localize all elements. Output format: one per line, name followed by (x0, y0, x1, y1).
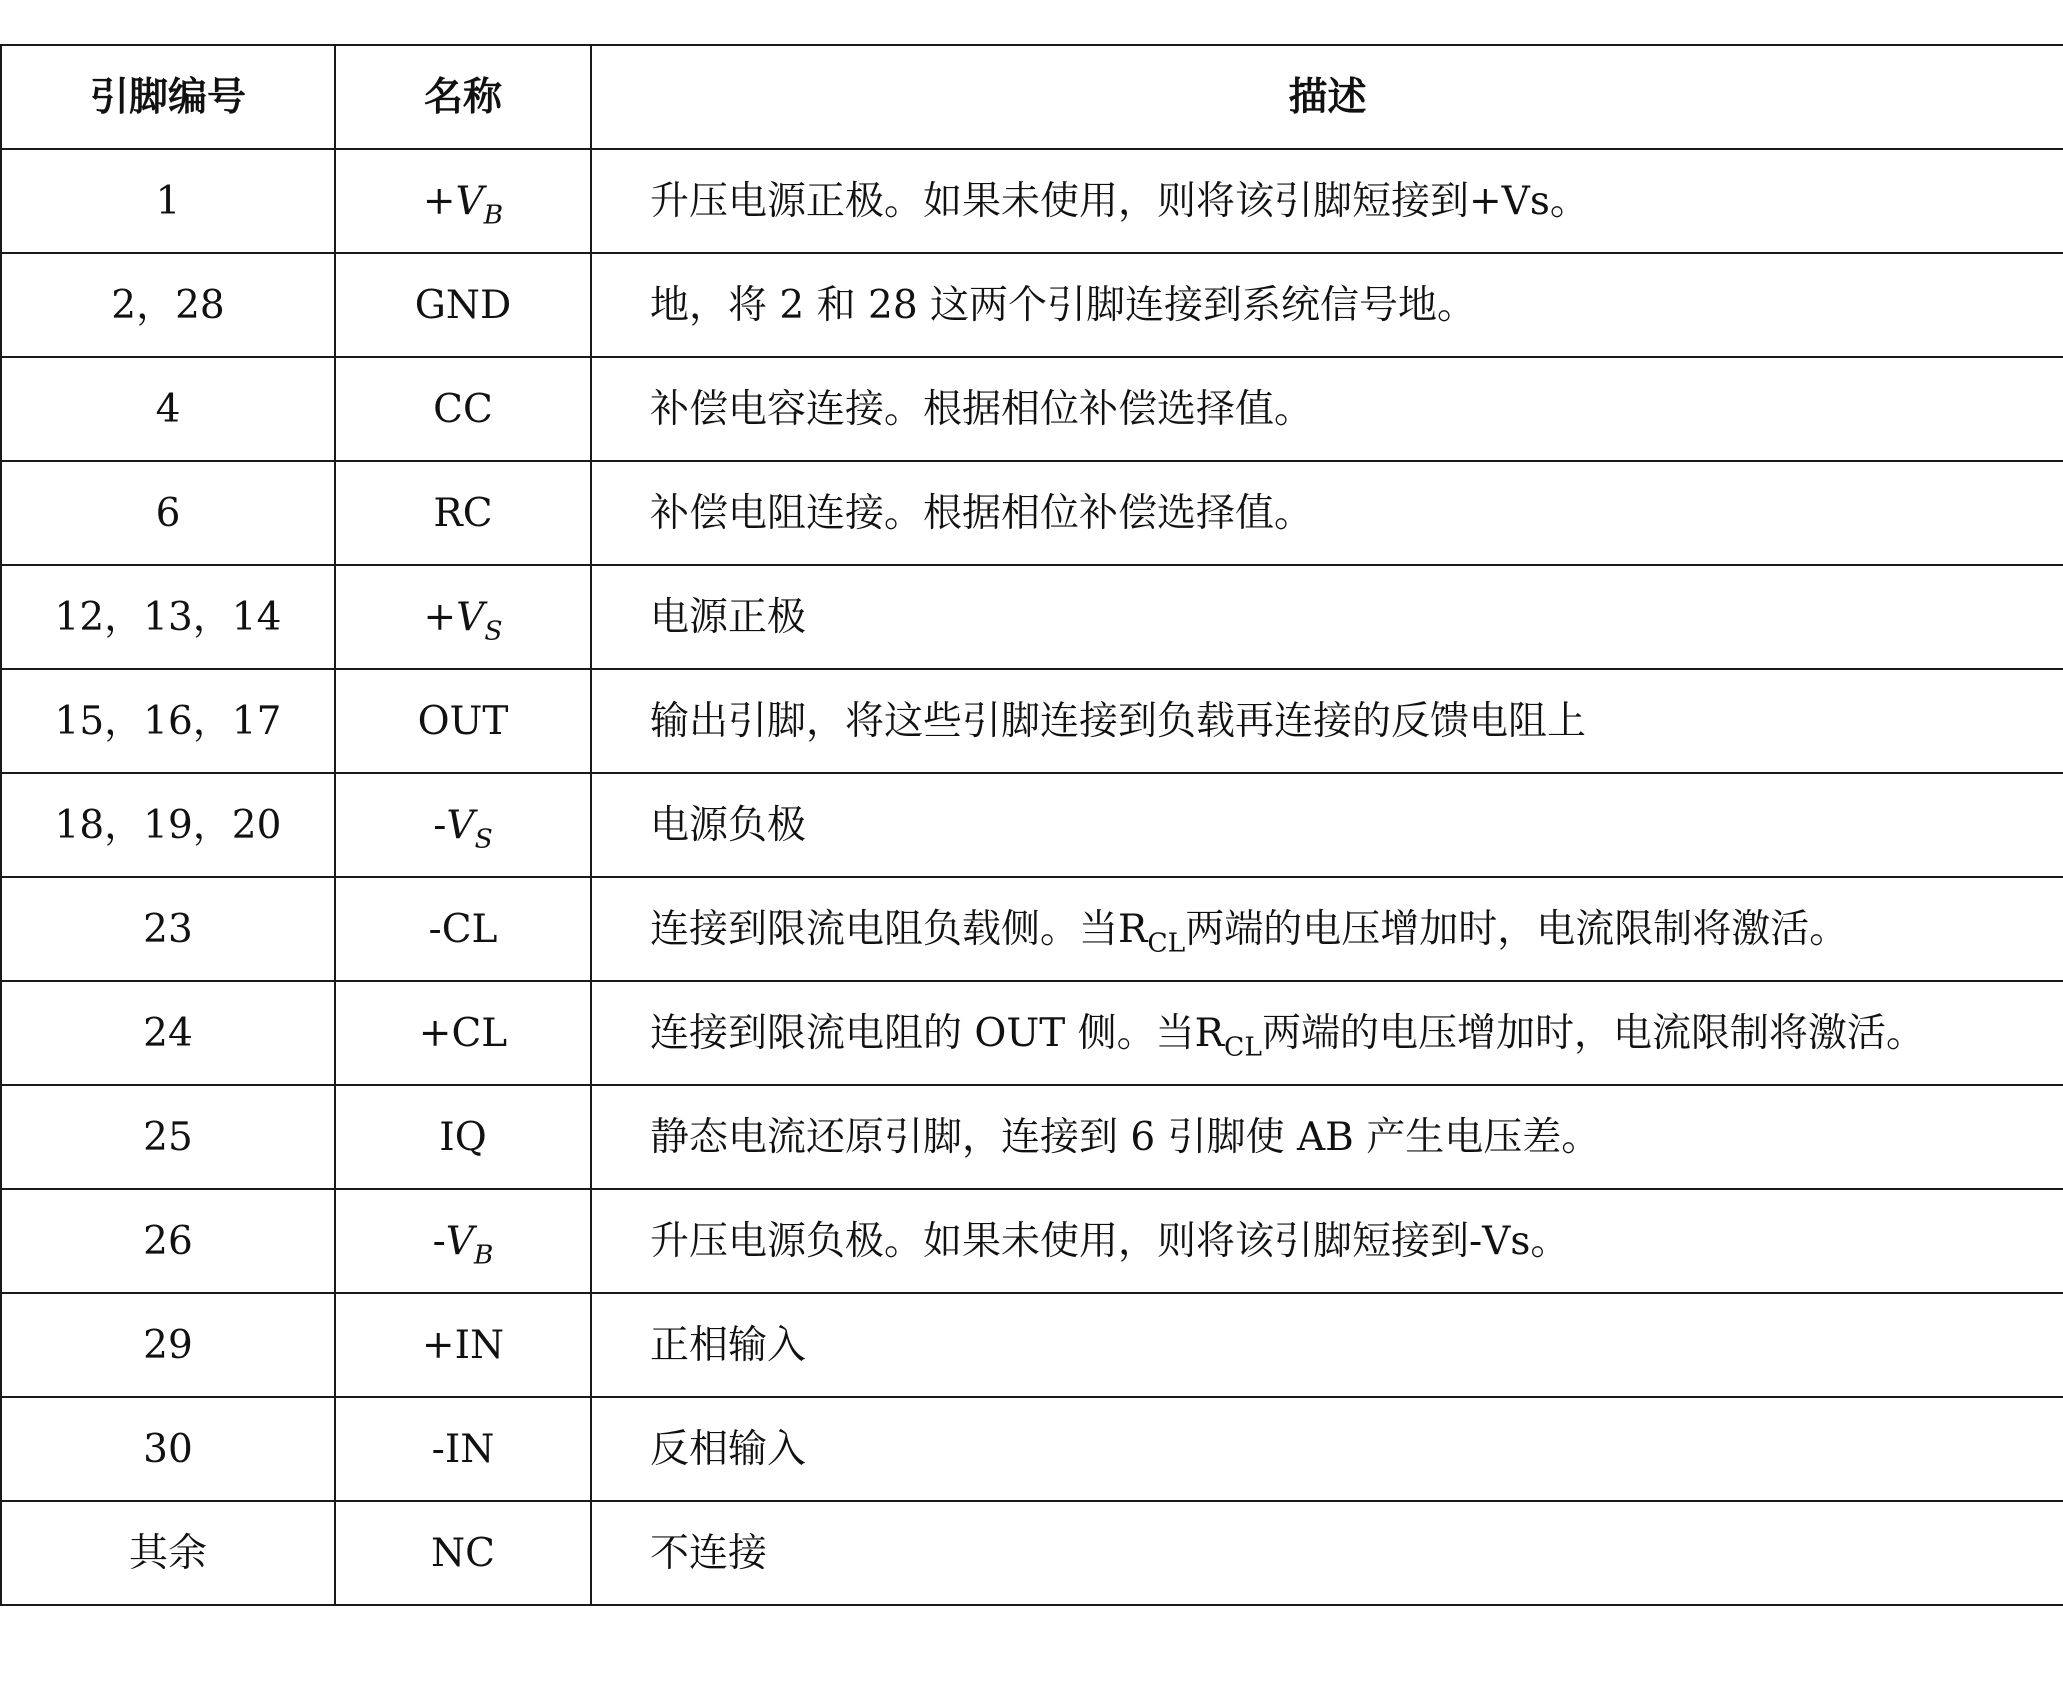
description-cell: 反相输入 (591, 1397, 2063, 1501)
name-subscript: S (474, 822, 493, 854)
resistor-symbol: R (1194, 1010, 1225, 1056)
resistor-subscript: CL (1147, 926, 1186, 958)
name-cell (335, 773, 591, 877)
pin-cell: 18，19，20 (1, 773, 335, 877)
table-row (1, 461, 2063, 565)
name-symbol: V (446, 802, 475, 848)
table-row (1, 773, 2063, 877)
pin-cell: 6 (1, 461, 335, 565)
description-cell: 升压电源负极。如果未使用，则将该引脚短接到-Vs。 (591, 1189, 2063, 1293)
resistor-subscript: CL (1224, 1030, 1262, 1062)
description-cell: 静态电流还原引脚，连接到 6 引脚使 AB 产生电压差。 (591, 1085, 2063, 1189)
pin-cell: 15，16，17 (1, 669, 335, 773)
description-cell: 电源正极 (591, 565, 2063, 669)
table-row (1, 877, 2063, 981)
description-cell: 输出引脚，将这些引脚连接到负载再连接的反馈电阻上 (591, 669, 2063, 773)
table-row (1, 1501, 2063, 1605)
description-cell (591, 981, 2063, 1085)
name-cell: NC (335, 1501, 591, 1605)
name-cell: -CL (335, 877, 591, 981)
name-cell (335, 149, 591, 253)
table-row (1, 253, 2063, 357)
pin-cell: 其余 (1, 1501, 335, 1605)
header-description: 描述 (591, 45, 2063, 149)
pin-cell: 1 (1, 149, 335, 253)
name-cell: CC (335, 357, 591, 461)
name-prefix: - (432, 1218, 446, 1264)
pin-cell: 4 (1, 357, 335, 461)
pin-cell: 30 (1, 1397, 335, 1501)
pin-cell: 29 (1, 1293, 335, 1397)
name-cell: +IN (335, 1293, 591, 1397)
table-header-row (1, 45, 2063, 149)
description-text-before: 连接到限流电阻负载侧。当 (650, 906, 1119, 952)
description-text-after: 两端的电压增加时，电流限制将激活。 (1185, 906, 1849, 952)
resistor-symbol: R (1118, 906, 1148, 952)
name-subscript: B (473, 1238, 494, 1270)
description-cell: 不连接 (591, 1501, 2063, 1605)
table-row (1, 565, 2063, 669)
pin-cell: 25 (1, 1085, 335, 1189)
name-subscript: S (484, 614, 503, 646)
name-cell: OUT (335, 669, 591, 773)
pin-cell: 23 (1, 877, 335, 981)
description-cell: 电源负极 (591, 773, 2063, 877)
pin-cell: 24 (1, 981, 335, 1085)
header-name: 名称 (335, 45, 591, 149)
name-cell (335, 565, 591, 669)
description-cell: 升压电源正极。如果未使用，则将该引脚短接到+Vs。 (591, 149, 2063, 253)
name-cell: -IN (335, 1397, 591, 1501)
name-cell: +CL (335, 981, 591, 1085)
name-symbol: V (456, 594, 485, 640)
table-row (1, 357, 2063, 461)
name-cell: GND (335, 253, 591, 357)
name-cell: IQ (335, 1085, 591, 1189)
description-cell: 补偿电阻连接。根据相位补偿选择值。 (591, 461, 2063, 565)
name-cell (335, 1189, 591, 1293)
table-row (1, 1293, 2063, 1397)
name-subscript: B (483, 198, 504, 230)
name-cell: RC (335, 461, 591, 565)
pin-cell: 12，13，14 (1, 565, 335, 669)
table-row (1, 1085, 2063, 1189)
description-cell: 地，将 2 和 28 这两个引脚连接到系统信号地。 (591, 253, 2063, 357)
header-pin-number: 引脚编号 (1, 45, 335, 149)
table-row (1, 1397, 2063, 1501)
description-text-after: 两端的电压增加时，电流限制将激活。 (1261, 1010, 1925, 1056)
table-row (1, 1189, 2063, 1293)
description-text-before: 连接到限流电阻的 OUT 侧。当 (650, 1010, 1195, 1056)
description-cell: 正相输入 (591, 1293, 2063, 1397)
name-prefix: + (423, 594, 457, 640)
pin-cell: 26 (1, 1189, 335, 1293)
name-prefix: + (422, 178, 456, 224)
description-cell (591, 877, 2063, 981)
table-row (1, 669, 2063, 773)
table-row (1, 981, 2063, 1085)
name-symbol: V (445, 1218, 474, 1264)
name-symbol: V (455, 178, 484, 224)
name-prefix: - (433, 802, 447, 848)
pin-description-table-container (0, 44, 2063, 1606)
pin-cell: 2，28 (1, 253, 335, 357)
pin-description-table (0, 44, 2063, 1606)
table-row (1, 149, 2063, 253)
description-cell: 补偿电容连接。根据相位补偿选择值。 (591, 357, 2063, 461)
